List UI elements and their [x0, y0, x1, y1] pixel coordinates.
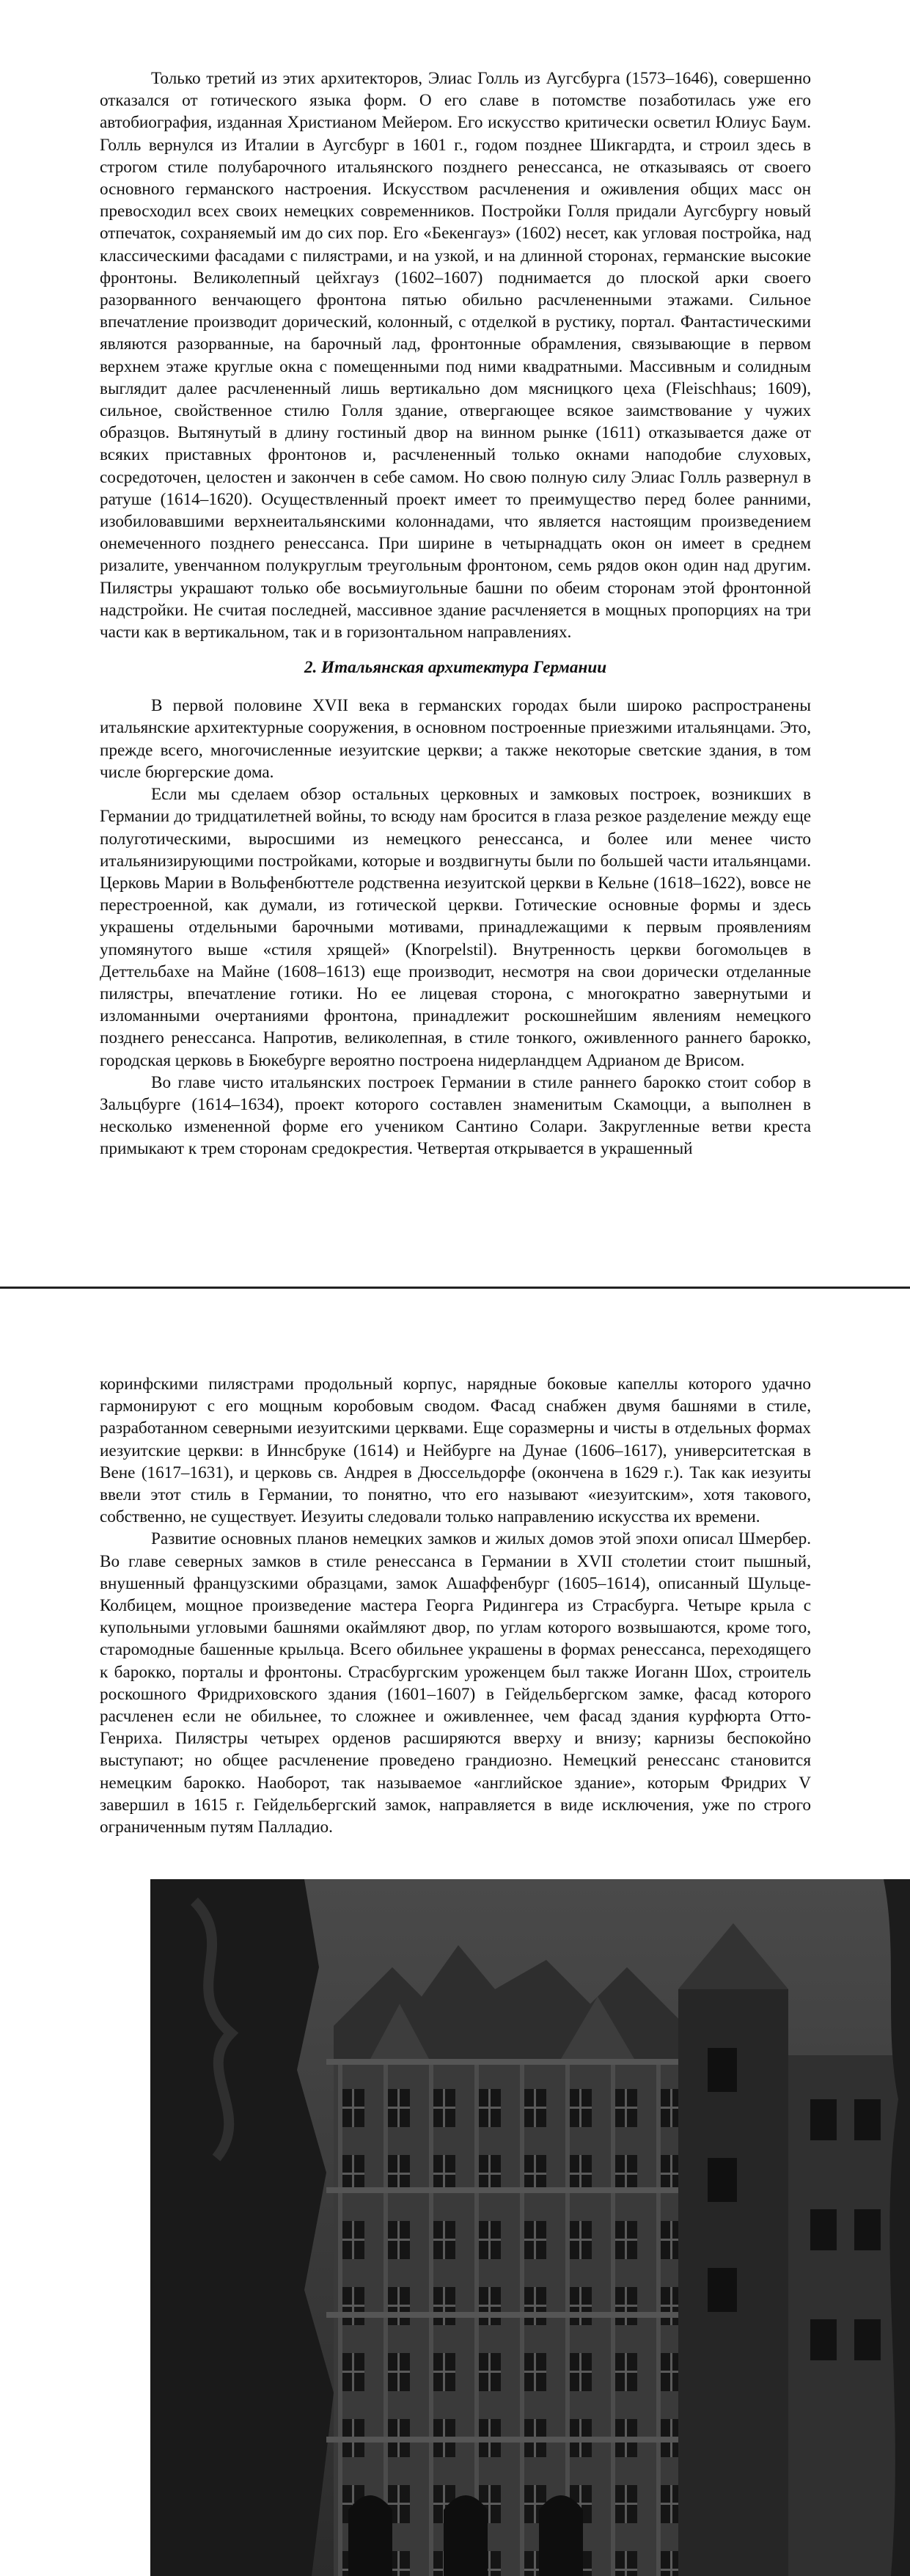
paragraph: Только третий из этих архитекторов, Элиас Голль из Аугсбурга (1573–1646), совершенно отказался от готического языка форм. О его славе в потомстве позаботилась уже его автобиография, изданная Христианом Мейером. Его искусство критически осветил Юлиус Баум. Голль вернулся из Италии в Аугсбург в 1601 г., годом позднее Шикгардта, и строил здесь в строгом стиле полубарочного итальянского позднего ренессанса, не отказываясь от своего основного германского настроения. Искусством расчленения и оживления общих масс он превосходил всех своих немецких современников. Постройки Голля придали Аугсбургу новый отпечаток, сохраняемый им до сих пор. Его «Бекенгауз» (1602) несет, как угловая постройка, над классическими фасадами с пилястрами, и на узкой, и на длинной сторонах, германские высокие фронтоны. Великолепный цейхгауз (1602–1607) поднимается до плоской арки своего разорванного венчающего фронтона пятью обильно расчлененными этажами. Сильное впечатление производит дорический, колонный, с отделкой в рустику, портал. Фантастическими являются разорванные, на барочный лад, фронтонные обрамления, связывающие в первом верхнем этаже круглые окна с помещенными под ними квадратными. Массивным и солидным выглядит далее расчлененный лишь вертикально дом мясницкого цеха (Fleischhaus; 1609), сильное, свойственное стилю Голля здание, отвергающее всякое заимствование у чужих образцов. Вытянутый в длину гостиный двор на винном рынке (1611) отказывается даже от всяких приставных фронтонов и, расчлененный только окнами наподобие слуховых, сосредоточен, целостен и закончен в себе самом. Но свою полную силу Элиас Голль развернул в ратуше (1614–1620). Осуществленный проект имеет то преимущество перед более ранними, изобиловавшими верхнеитальянскими колоннадами, что является настоящим произведением онемеченного позднего ренессанса. При ширине в четырнадцать окон он имеет в среднем ризалите, увенчанном полукруглым треугольным фронтоном, семь рядов окон один над другим. Пилястры украшают только обе восьмиугольные башни по обеим сторонам этой фронтонной надстройки. Не считая последней, массивное здание расчленяется в мощных пропорциях на три части как в вертикальном, так и в горизонтальном направлениях.	[100, 69, 811, 643]
paragraph: Развитие основных планов немецких замков и жилых домов этой эпохи описал Шмербер. Во главе северных замков в стиле ренессанса в Германии в XVII столетии стоит пышный, внушенный французскими образцами, замок Ашаффенбург (1605–1614), описанный Шульце-Колбицем, мощное произведение мастера Георга Ридингера из Страсбурга. Четыре крыла с купольными угловыми башнями окаймляют двор, по углам которого возвышаются, кроме того, старомодные башенные крыльца. Всего обильнее украшены в формах ренессанса, переходящего к барокко, порталы и фронтоны. Страсбургским уроженцем был также Иоганн Шох, строитель роскошного Фридриховского здания (1601–1607) в Гейдельбергском замке, фасад которого расчленен если не обильнее, то сложнее и оживленнее, чем фасад здания курфюрта Отто-Генриха. Пилястры четырех орденов расширяются вверху и внизу; карнизы беспокойно выступают; но общее расчленение проведено грандиозно. Немецкий ренессанс становится немецким барокко. Наоборот, так называемое «английское здание», которым Фридрих V завершил в 1615 г. Гейдельбергский замок, направляется в виде исключения, уже по строго ограниченным путям Палладио.	[100, 1529, 811, 1837]
page-1	[0, 0, 910, 1287]
paragraph: Если мы сделаем обзор остальных церковных и замковых построек, возникших в Германии до тридцатилетней войны, то всюду нам бросится в глаза резкое разделение между еще полуготическими, выросшими из немецкого ренессанса, и более или менее чисто итальянизирующими постройками, которые и воздвигнуты были по большей части итальянцами. Церковь Марии в Вольфенбюттеле родственна иезуитской церкви в Кельне (1618–1622), вовсе не перестроенной, как думали, из готической церкви. Готические основные формы и здесь украшены отдельными барочными мотивами, принадлежащими к первым проявлениям упомянутого выше «стиля хрящей» (Knorpelstil). Внутренность церкви богомольцев в Деттельбахе на Майне (1608–1613) еще производит, несмотря на свои дорически отделанные пилястры, впечатление готики. Но ее лицевая сторона, с многократно завернутыми и изломанными очертаниями фронтона, принадлежит роскошнейшим явлениям немецкого позднего ренессанса. Напротив, великолепная, в стиле тонкого, оживленного раннего барокко, городская церковь в Бюкебурге вероятно построена нидерландцем Адрианом де Врисом.	[100, 785, 811, 1070]
paragraph: коринфскими пилястрами продольный корпус, нарядные боковые капеллы которого удачно гармонируют с его мощным коробовым сводом. Фасад снабжен двумя башнями в стиле, разработанном северными иезуитскими церквами. Еще соразмерны и чисты в отдельных формах иезуитские церкви: в Иннсбруке (1614) и Нейбурге на Дунае (1606–1617), университетская в Вене (1617–1631), и церковь св. Андрея в Дюссельдорфе (окончена в 1629 г.). Так как иезуиты ввели этот стиль в Германии, то понятно, что его называют «иезуитским», хотя такового, собственно, не существует. Иезуиты следовали только направлению искусства их времени.	[100, 1375, 811, 1527]
paragraph: Во главе чисто итальянских построек Германии в стиле раннего барокко стоит собор в Зальцбурге (1614–1634), проект которого составлен знаменитым Скамоцци, а выполнен в несколько измененной форме его учеником Сантино Солари. Закругленные ветви креста примыкают к трем сторонам средокрестия. Четвертая открывается в украшенный	[100, 1072, 811, 1159]
section-title: 2. Итальянская архитектура Германии	[304, 658, 607, 678]
page-2	[0, 1289, 910, 2576]
paragraph: В первой половине XVII века в германских городах были широко распространены итальянские архитектурные сооружения, в основном построенные приезжими итальянцами. Это, прежде всего, многочисленные иезуитские церкви; а также некоторые светские здания, в том числе бюргерские дома.	[100, 696, 811, 782]
heidelberg-castle-photo	[150, 1879, 910, 2576]
page-1-text	[100, 67, 811, 1160]
page-2-text	[100, 1373, 811, 1838]
